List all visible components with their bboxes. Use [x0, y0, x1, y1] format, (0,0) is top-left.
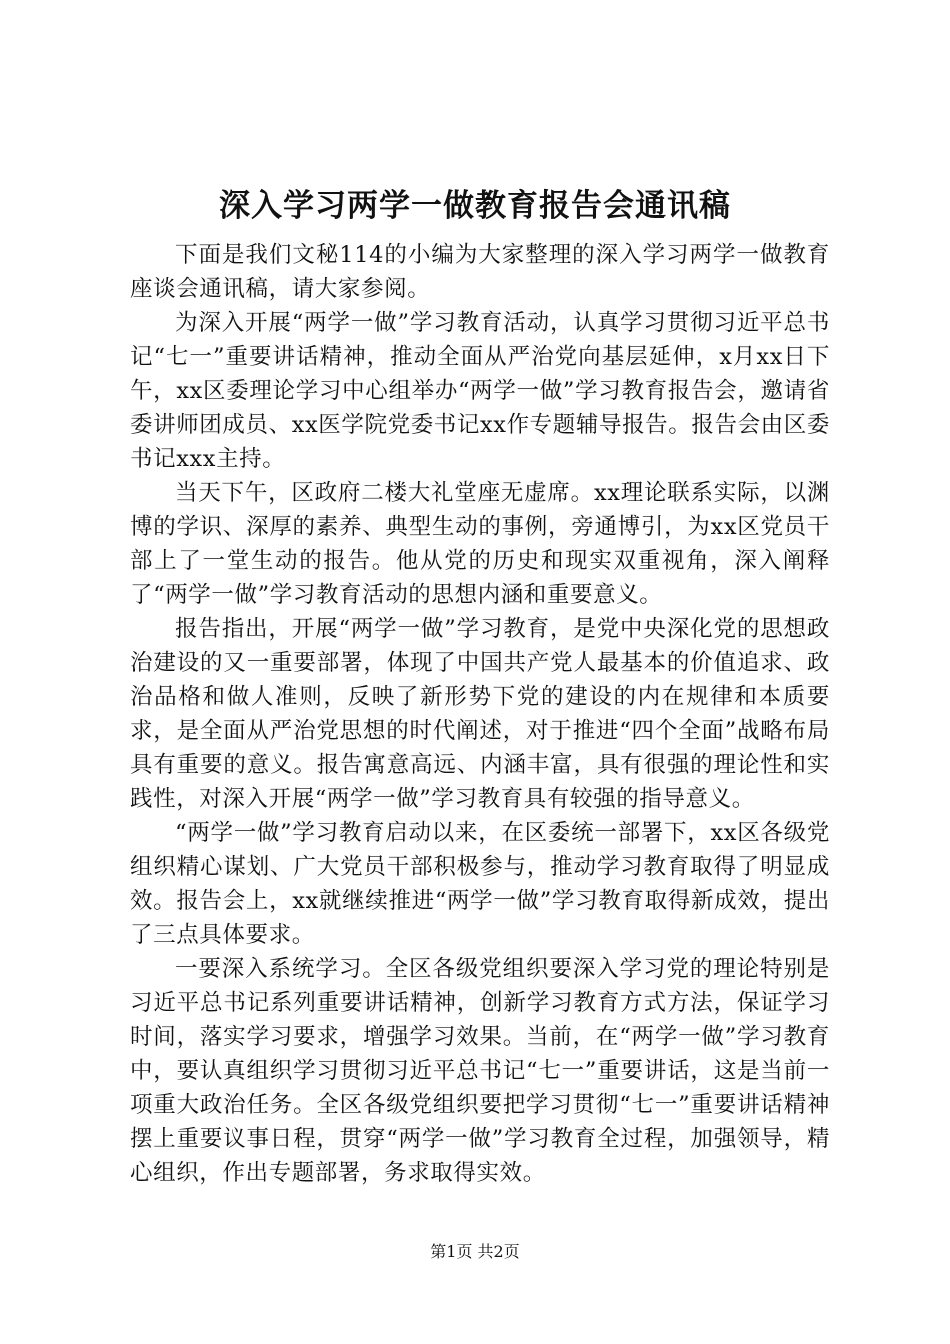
document-title: 深入学习两学一做教育报告会通讯稿: [219, 188, 731, 224]
paragraph-report-scene: 当天下午，区政府二楼大礼堂座无虚席。xx理论联系实际，以渊博的学识、深厚的素养、典型生动的事例，旁通博引，为xx区党员干部上了一堂生动的报告。他从党的历史和现实双重视角，深入阐释了“两学一做”学习教育活动的思想内涵和重要意义。: [130, 480, 830, 608]
paragraph-requirement-one: 一要深入系统学习。全区各级党组织要深入学习党的理论特别是习近平总书记系列重要讲话精神，创新学习教育方式方法，保证学习时间，落实学习要求，增强学习效果。当前，在“两学一做”学习教育中，要认真组织学习贯彻习近平总书记“七一”重要讲话，这是当前一项重大政治任务。全区各级党组织要把学习贯彻“七一”重要讲话精神摆上重要议事日程，贯穿“两学一做”学习教育全过程，加强领导，精心组织，作出专题部署，务求取得实效。: [130, 956, 830, 1186]
document-body: [130, 238, 830, 1190]
page-number-footer: 第1页 共2页: [430, 1242, 520, 1261]
paragraph-intro: 下面是我们文秘114的小编为大家整理的深入学习两学一做教育座谈会通讯稿，请大家参阅。: [130, 242, 830, 302]
paragraph-report-significance: 报告指出，开展“两学一做”学习教育，是党中央深化党的思想政治建设的又一重要部署，体现了中国共产党人最基本的价值追求、政治品格和做人准则，反映了新形势下党的建设的内在规律和本质要求，是全面从严治党思想的时代阐述，对于推进“四个全面”战略布局具有重要的意义。报告寓意高远、内涵丰富，具有很强的理论性和实践性，对深入开展“两学一做”学习教育具有较强的指导意义。: [130, 616, 830, 812]
paragraph-background: 为深入开展“两学一做”学习教育活动，认真学习贯彻习近平总书记“七一”重要讲话精神，推动全面从严治党向基层延伸，x月xx日下午，xx区委理论学习中心组举办“两学一做”学习教育报告会，邀请省委讲师团成员、xx医学院党委书记xx作专题辅导报告。报告会由区委书记xxx主持。: [130, 310, 830, 472]
paragraph-progress: “两学一做”学习教育启动以来，在区委统一部署下，xx区各级党组织精心谋划、广大党员干部积极参与，推动学习教育取得了明显成效。报告会上，xx就继续推进“两学一做”学习教育取得新成效，提出了三点具体要求。: [130, 820, 830, 948]
